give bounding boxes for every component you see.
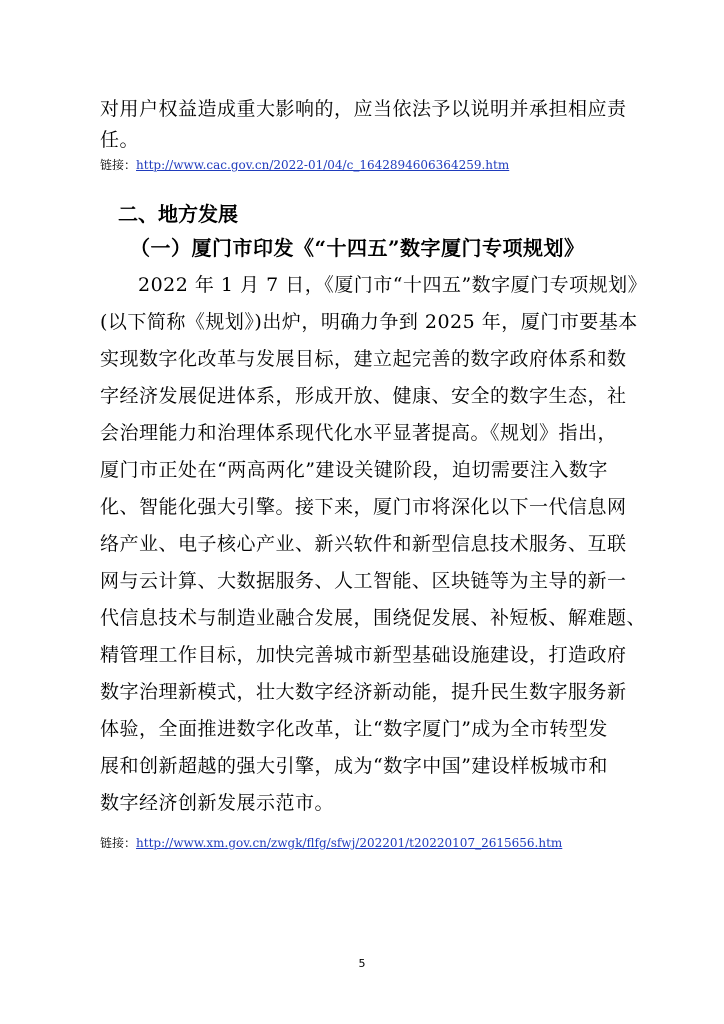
- carryover-line-1: 对用户权益造成重大影响的，应当依法予以说明并承担相应责: [100, 98, 627, 120]
- page-number: 5: [358, 957, 366, 970]
- paragraph-line-6: 厦门市正处在“两高两化”建设关键阶段，迫切需要注入数字: [100, 459, 608, 481]
- link-row-2: [100, 835, 562, 851]
- paragraph-line-9: 网与云计算、大数据服务、人工智能、区块链等为主导的新一: [100, 570, 627, 592]
- paragraph-line-11: 精管理工作目标，加快完善城市新型基础设施建设，打造政府: [100, 644, 627, 666]
- link-row-1: [100, 157, 509, 173]
- paragraph-line-7: 化、智能化强大引擎。接下来，厦门市将深化以下一代信息网: [100, 496, 627, 518]
- paragraph-line-10: 代信息技术与制造业融合发展，围绕促发展、补短板、解难题、: [100, 607, 647, 629]
- carryover-line-2: 任。: [100, 129, 140, 151]
- paragraph-line-4: 字经济发展促进体系，形成开放、健康、安全的数字生态，社: [100, 385, 627, 407]
- link-label: 链接：: [100, 836, 137, 850]
- source-link[interactable]: http://www.cac.gov.cn/2022-01/04/c_1642894606364259.htm: [136, 158, 510, 172]
- link-label: 链接：: [100, 158, 137, 172]
- paragraph-line-2: (以下简称《规划》)出炉，明确力争到 2025 年，厦门市要基本: [100, 311, 638, 333]
- paragraph-line-14: 展和创新超越的强大引擎，成为“数字中国”建设样板城市和: [100, 755, 608, 777]
- paragraph-line-8: 络产业、电子核心产业、新兴软件和新型信息技术服务、互联: [100, 533, 627, 555]
- paragraph-line-13: 体验，全面推进数字化改革，让“数字厦门”成为全市转型发: [100, 718, 608, 740]
- paragraph-line-3: 实现数字化改革与发展目标，建立起完善的数字政府体系和数: [100, 348, 627, 370]
- section-heading: 二、地方发展: [118, 202, 238, 226]
- subsection-heading: （一）厦门市印发《“十四五”数字厦门专项规划》: [130, 236, 585, 260]
- paragraph-line-5: 会治理能力和治理体系现代化水平显著提高。《规划》指出，: [100, 422, 618, 444]
- paragraph-line-15: 数字经济创新发展示范市。: [100, 792, 335, 814]
- paragraph-line-12: 数字治理新模式，壮大数字经济新动能，提升民生数字服务新: [100, 681, 627, 703]
- source-link[interactable]: http://www.xm.gov.cn/zwgk/flfg/sfwj/202201/t20220107_2615656.htm: [136, 836, 563, 850]
- paragraph-line-1: 2022 年 1 月 7 日，《厦门市“十四五”数字厦门专项规划》: [138, 274, 648, 296]
